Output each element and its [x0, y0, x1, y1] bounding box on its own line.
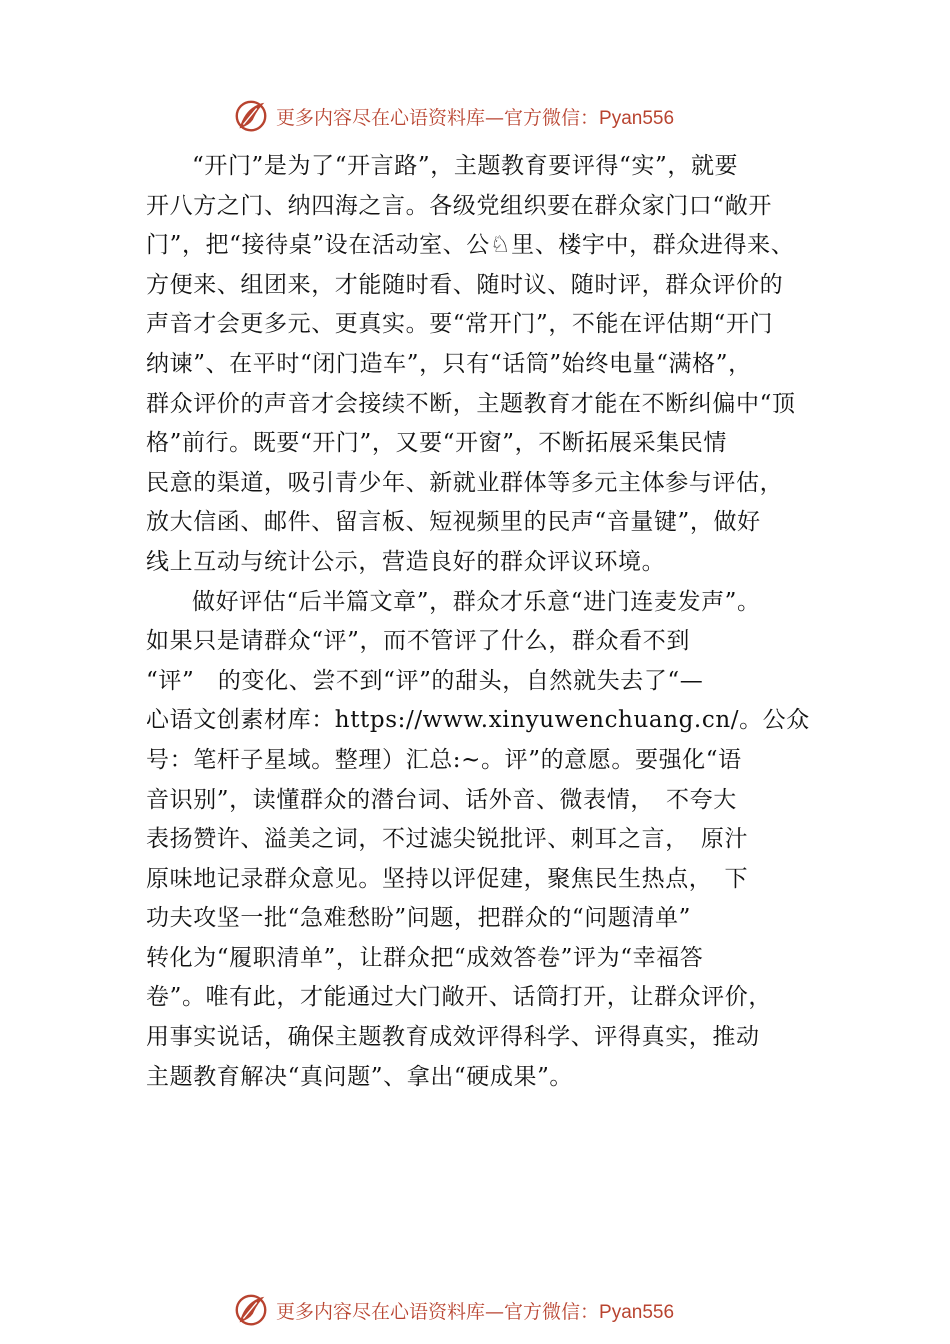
text-line: 开八方之门、纳四海之言。各级党组织要在群众家门口“敞开	[146, 192, 772, 219]
text-line: 声音才会更多元、更真实。要“常开门”，不能在评估期“开门	[146, 311, 774, 338]
pen-logo-icon	[232, 1291, 270, 1329]
header-banner-text: 更多内容尽在心语资料库—官方微信：Pyan556	[276, 106, 675, 129]
text-line: 做好评估“后半篇文章”，群众才乐意“进门连麦发声”。	[192, 588, 761, 615]
footer-banner-text: 更多内容尽在心语资料库—官方微信：Pyan556	[276, 1300, 675, 1323]
text-line: 主题教育解决“真问题”、拿出“硬成果”。	[146, 1063, 574, 1090]
text-line: 功夫攻坚一批“急难愁盼”问题，把群众的“问题清单”	[146, 905, 692, 932]
text-line: 转化为“履职清单”，让群众把“成效答卷”评为“幸福答	[146, 944, 704, 971]
text-line: “评” 的变化、尝不到“评”的甜头，自然就失去了“—	[146, 667, 704, 694]
text-line: 如果只是请群众“评”，而不管评了什么，群众看不到	[146, 628, 690, 655]
header-banner	[232, 96, 752, 136]
text-line: 原味地记录群众意见。坚持以评促建，聚焦民生热点， 下	[146, 865, 749, 892]
text-line: 格”前行。既要“开门”，又要“开窗”，不断拓展采集民情	[146, 430, 727, 457]
text-line: 号：笔杆子星域。整理）汇总:~。评”的意愿。要强化“语	[146, 746, 742, 773]
wechat-id: Pyan556	[599, 107, 675, 129]
text-line: 门”，把“接待桌”设在活动室、公♘里、楼宇中，群众进得来、	[146, 232, 795, 259]
paragraph-1	[146, 147, 818, 583]
text-line: 心语文创素材库：https://www.xinyuwenchuang.cn/。公众	[146, 707, 810, 734]
text-line: 民意的渠道，吸引青少年、新就业群体等多元主体参与评估，	[146, 469, 784, 496]
text-line: 放大信函、邮件、留言板、短视频里的民声“音量键”，做好	[146, 509, 761, 536]
paragraph-2	[146, 583, 818, 1098]
text-line: 音识别”，读懂群众的潜台词、话外音、微表情， 不夸大	[146, 786, 737, 813]
text-line: 方便来、组团来，才能随时看、随时议、随时评，群众评价的	[146, 271, 784, 298]
text-line: 纳谏”、在平时“闭门造车”，只有“话筒”始终电量“满格”，	[146, 350, 752, 377]
text-line: 线上互动与统计公示，营造良好的群众评议环境。	[146, 548, 666, 575]
text-line: 群众评价的声音才会接续不断，主题教育才能在不断纠偏中“顶	[146, 390, 796, 417]
text-line: 表扬赞许、溢美之词，不过滤尖锐批评、刺耳之言， 原汁	[146, 826, 749, 853]
pen-logo-icon	[232, 97, 270, 135]
text-line: 用事实说话，确保主题教育成效评得科学、评得真实，推动	[146, 1024, 760, 1051]
text-line: 卷”。唯有此，才能通过大门敞开、话筒打开，让群众评价，	[146, 984, 772, 1011]
footer-banner	[232, 1290, 752, 1330]
article-body	[146, 147, 818, 1097]
text-line: “开门”是为了“开言路”，主题教育要评得“实”，就要	[192, 153, 739, 179]
wechat-id: Pyan556	[599, 1301, 675, 1323]
